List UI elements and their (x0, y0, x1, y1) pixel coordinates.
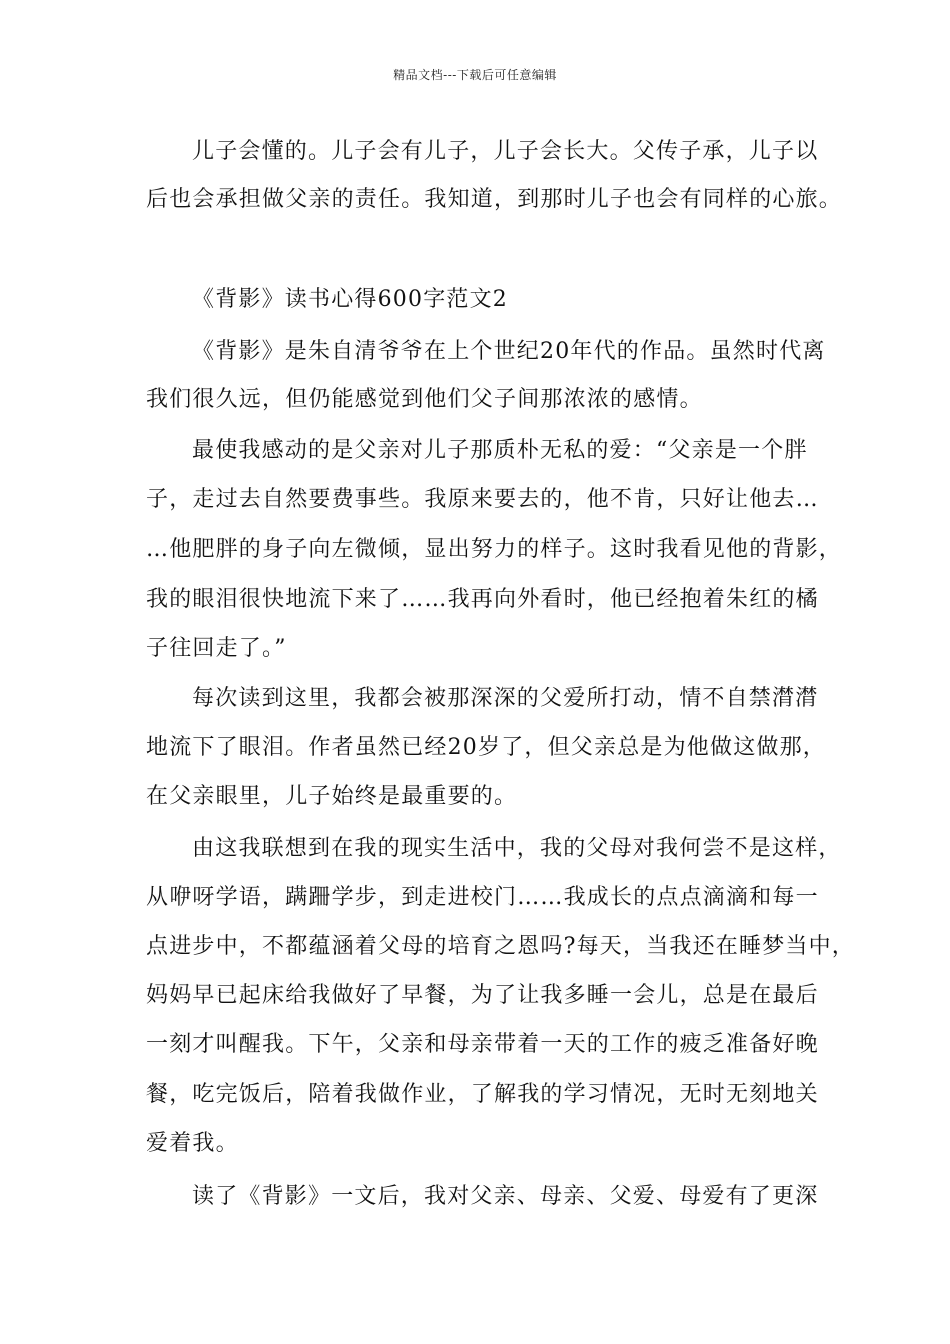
text-line: 点进步中，不都蕴涵着父母的培育之恩吗?每天，当我还在睡梦当中， (146, 934, 855, 959)
text-line: 爱着我。 (146, 1131, 239, 1156)
text-line: 地流下了眼泪。作者虽然已经20岁了，但父亲总是为他做这做那， (146, 735, 826, 760)
text-line: 餐，吃完饭后，陪着我做作业，了解我的学习情况，无时无刻地关 (146, 1082, 819, 1107)
text-line: 在父亲眼里，儿子始终是最重要的。 (146, 784, 518, 809)
text-line: 《背影》是朱自清爷爷在上个世纪20年代的作品。虽然时代离 (192, 339, 826, 364)
text-line: 我的眼泪很快地流下来了……我再向外看时，他已经抱着朱红的橘 (146, 587, 819, 612)
text-line: 最使我感动的是父亲对儿子那质朴无私的爱：“父亲是一个胖 (192, 438, 808, 463)
text-line: 读了《背影》一文后，我对父亲、母亲、父爱、母爱有了更深 (192, 1184, 819, 1209)
text-line: 从咿呀学语，蹒跚学步，到走进校门……我成长的点点滴滴和每一 (146, 885, 819, 910)
text-line: 子，走过去自然要费事些。我原来要去的，他不肯，只好让他去… (146, 487, 819, 512)
text-line: 妈妈早已起床给我做好了早餐，为了让我多睡一会儿，总是在最后 (146, 983, 819, 1008)
text-line: 儿子会懂的。儿子会有儿子，儿子会长大。父传子承，儿子以 (192, 139, 819, 164)
text-line: 后也会承担做父亲的责任。我知道，到那时儿子也会有同样的心旅。 (146, 187, 843, 212)
text-line: …他肥胖的身子向左微倾，显出努力的样子。这时我看见他的背影， (146, 537, 843, 562)
text-line: 一刻才叫醒我。下午，父亲和母亲带着一天的工作的疲乏准备好晚 (146, 1032, 819, 1057)
text-line: 每次读到这里，我都会被那深深的父爱所打动，情不自禁潸潸 (192, 686, 819, 711)
text-line: 子往回走了。” (146, 636, 287, 661)
section-title: 《背影》读书心得600字范文2 (192, 287, 508, 312)
text-line: 由这我联想到在我的现实生活中，我的父母对我何尝不是这样， (192, 836, 842, 861)
page-header: 精品文档---下载后可任意编辑 (393, 68, 557, 82)
text-line: 我们很久远，但仍能感觉到他们父子间那浓浓的感情。 (146, 387, 703, 412)
